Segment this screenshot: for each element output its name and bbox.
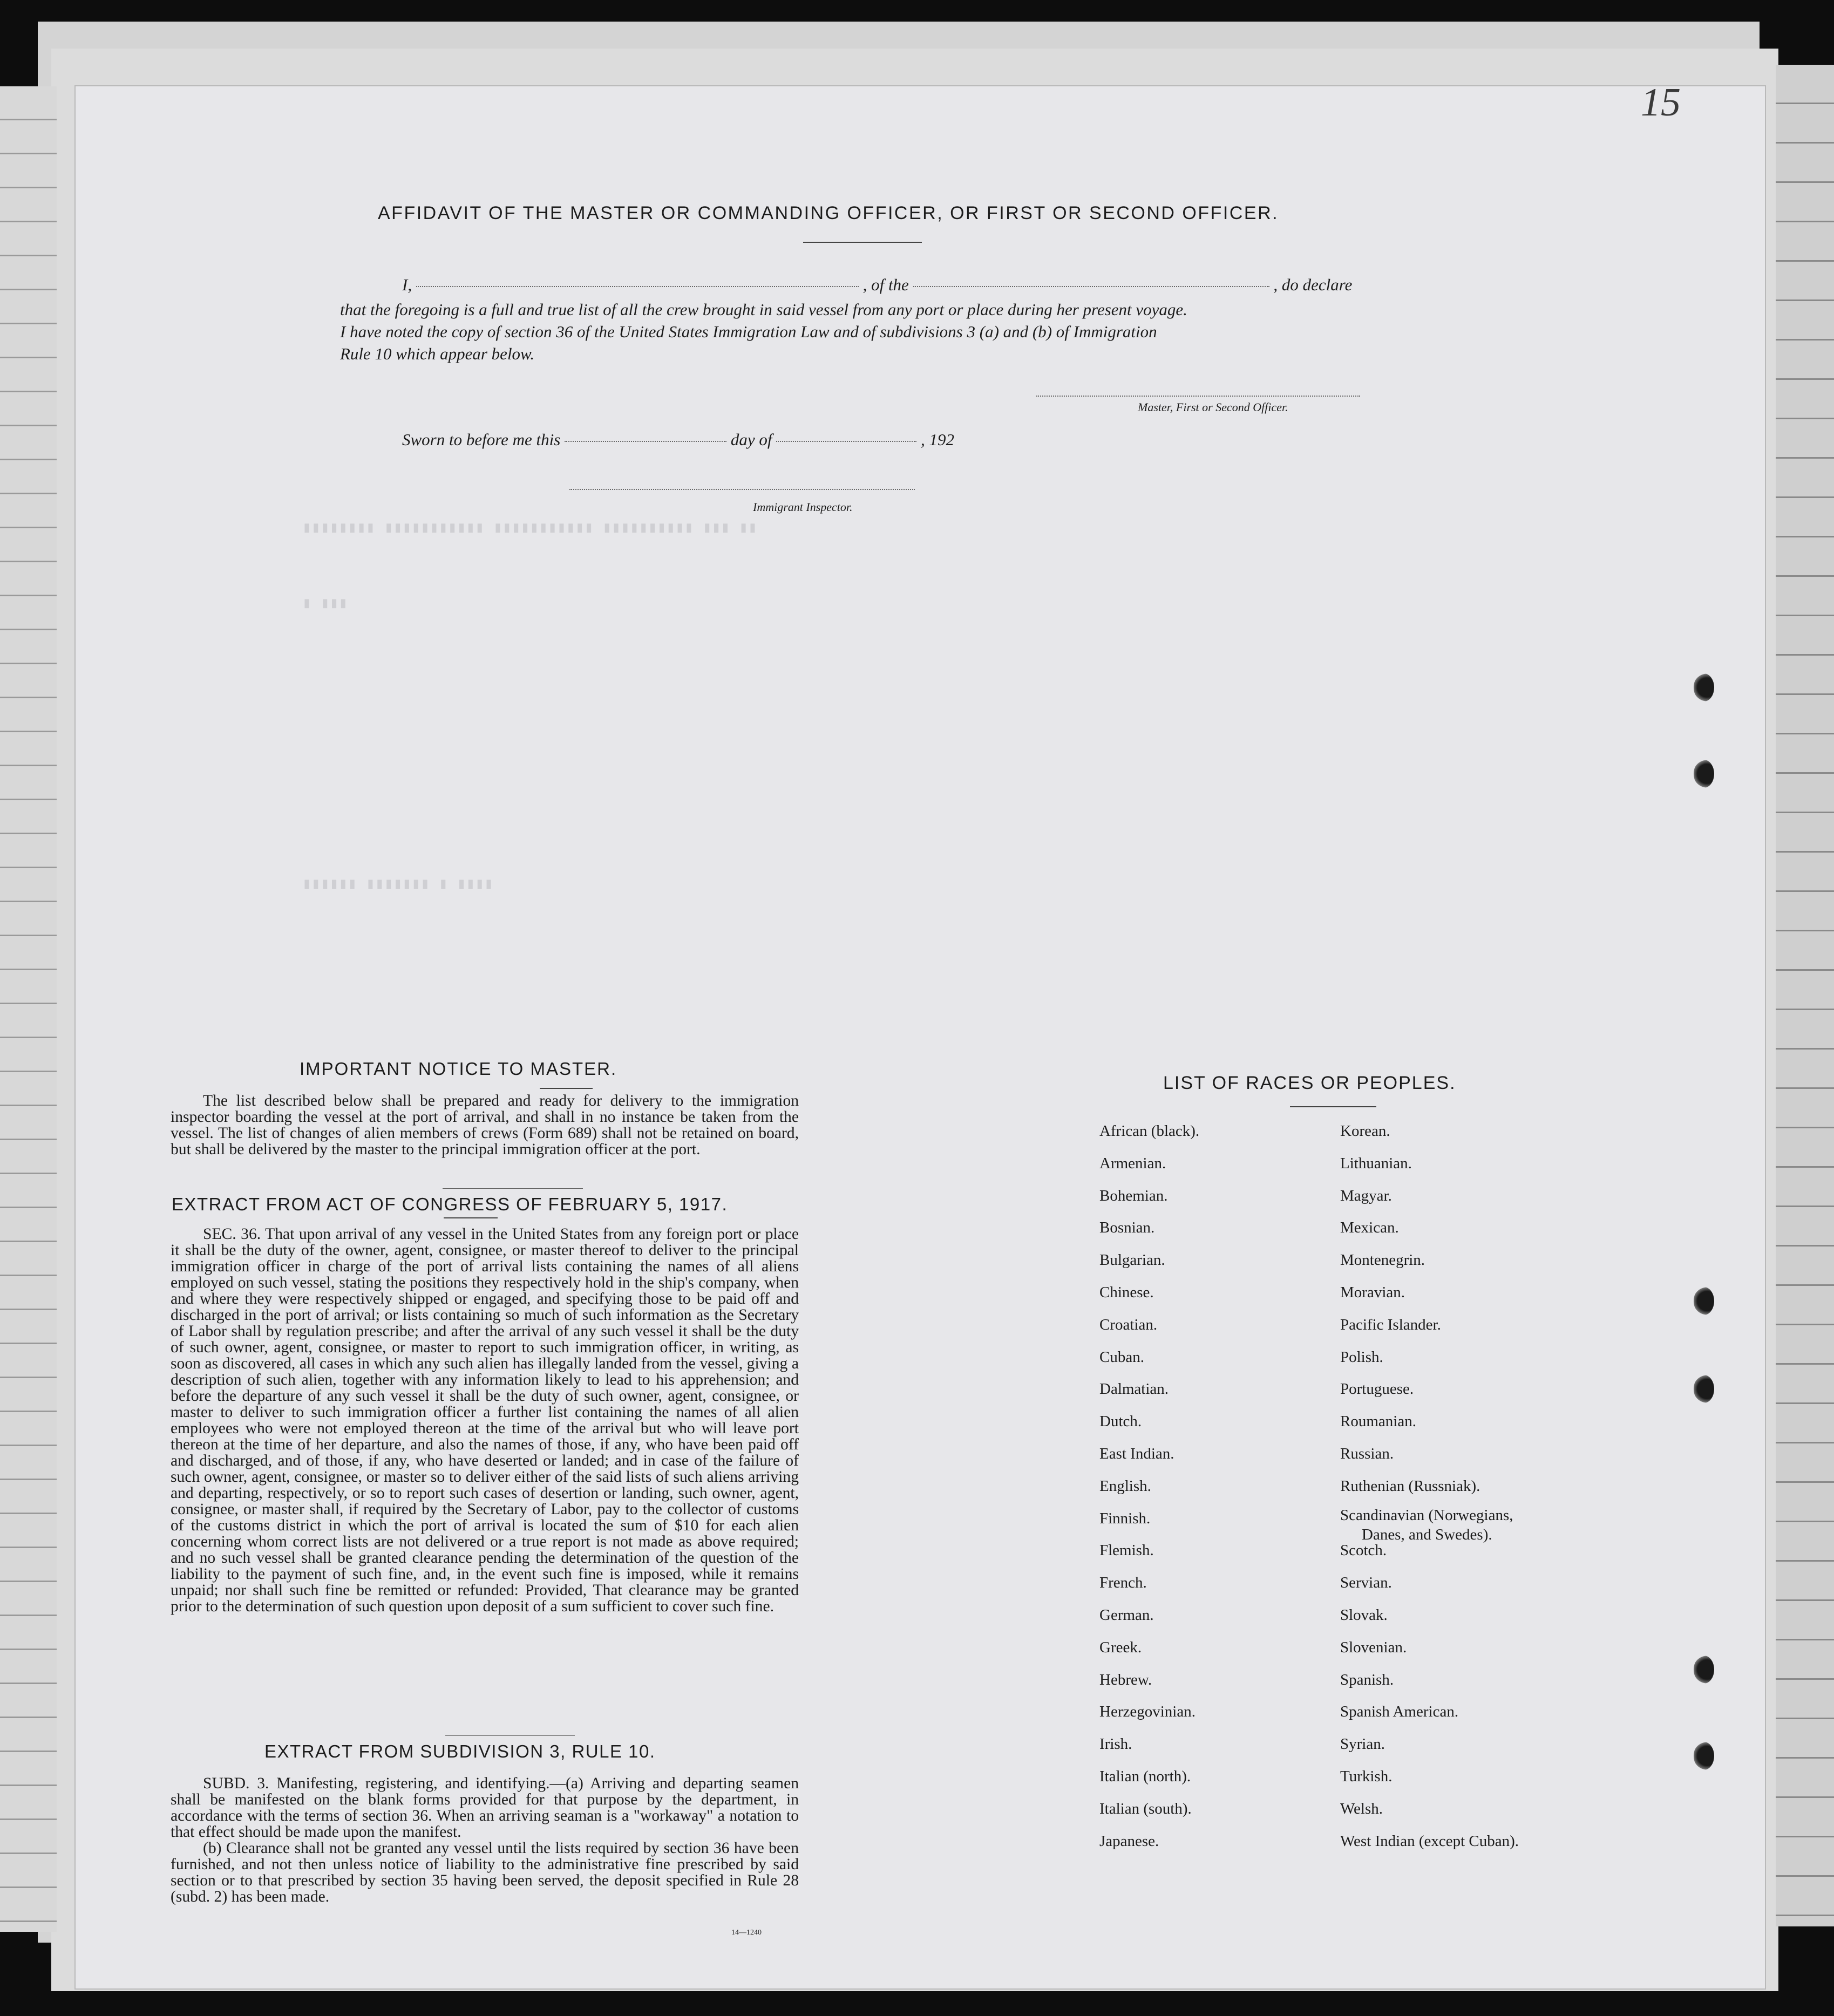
race-item: Spanish. bbox=[1340, 1671, 1394, 1688]
rule-para-a: SUBD. 3. Manifesting, registering, and identifying.—(a) Arriving and departing seamen shall be manifested on the blank forms provided for that purpose by the department, in accordance with the terms of section 36. When an arriving seaman is a "workaway" a notation to that effect should be made upon the manifest. bbox=[171, 1775, 799, 1841]
race-item: Korean. bbox=[1340, 1122, 1390, 1140]
punch-hole bbox=[1694, 760, 1714, 788]
right-edge-strip bbox=[1776, 65, 1834, 1926]
punch-hole bbox=[1694, 1375, 1714, 1403]
inspector-signature-field[interactable] bbox=[569, 488, 915, 490]
rule-separator bbox=[445, 1735, 575, 1736]
race-item: Italian (north). bbox=[1099, 1768, 1191, 1785]
race-item: Bosnian. bbox=[1099, 1219, 1155, 1236]
race-item: Herzegovinian. bbox=[1099, 1703, 1196, 1720]
left-edge-strip bbox=[0, 86, 57, 1932]
page-number: 15 bbox=[1641, 80, 1681, 125]
bleed-through-text: ▮▮▮▮▮▮▮▮ ▮▮▮▮▮▮▮▮▮▮▮ ▮▮▮▮▮▮▮▮▮▮▮ ▮▮▮▮▮▮▮▮▮▮ ▮▮▮ ▮▮ bbox=[302, 518, 757, 536]
race-item: Welsh. bbox=[1340, 1800, 1383, 1817]
race-item: German. bbox=[1099, 1606, 1154, 1624]
declare-label: , do declare bbox=[1273, 275, 1353, 294]
race-item: Servian. bbox=[1340, 1574, 1392, 1591]
race-item: Greek. bbox=[1099, 1639, 1142, 1656]
race-item: Flemish. bbox=[1099, 1542, 1154, 1559]
race-item: Slovenian. bbox=[1340, 1639, 1407, 1656]
race-item: Irish. bbox=[1099, 1735, 1132, 1753]
inspector-caption: Immigrant Inspector. bbox=[753, 500, 853, 514]
notice-title: IMPORTANT NOTICE TO MASTER. bbox=[300, 1059, 617, 1079]
punch-hole bbox=[1694, 1656, 1714, 1684]
declarant-prefix: I, bbox=[402, 275, 412, 294]
affidavit-line-1 bbox=[402, 275, 1352, 295]
race-item: African (black). bbox=[1099, 1122, 1200, 1140]
title-rule bbox=[803, 242, 922, 243]
race-item: Bohemian. bbox=[1099, 1187, 1168, 1204]
race-item: Magyar. bbox=[1340, 1187, 1392, 1204]
race-item: Portuguese. bbox=[1340, 1380, 1414, 1398]
race-item: Japanese. bbox=[1099, 1833, 1159, 1850]
master-signature-caption: Master, First or Second Officer. bbox=[1138, 400, 1288, 414]
affidavit-title: AFFIDAVIT OF THE MASTER OR COMMANDING OFFICER, OR FIRST OR SECOND OFFICER. bbox=[378, 203, 1279, 223]
race-item: Slovak. bbox=[1340, 1606, 1388, 1624]
notice-paragraph: The list described below shall be prepared and ready for delivery to the immigration inspector boarding the vessel at the port of arrival, and shall in no instance be taken from the vessel. The list of changes of alien members of crews (Form 689) shall not be retained on board, but shall be delivered by the master to the principal immigration officer at the port. bbox=[171, 1092, 799, 1158]
affidavit-line-4: Rule 10 which appear below. bbox=[340, 344, 535, 363]
race-item: West Indian (except Cuban). bbox=[1340, 1833, 1519, 1850]
bleed-through-text: ▮▮▮▮▮▮ ▮▮▮▮▮▮▮ ▮ ▮▮▮▮ bbox=[302, 874, 494, 892]
races-rule bbox=[1290, 1106, 1376, 1107]
act-section-36: SEC. 36. That upon arrival of any vessel in the United States from any foreign port or place it shall be the duty of the owner, agent, consignee, or master thereof to deliver to the principal immigration officer in charge of the port of arrival lists containing the names of all aliens employed on such vessel, stating the positions they respectively hold in the ship's company, when and where they were respectively shipped or engaged, and specifying those to be paid off and discharged in the port of arrival; or lists containing so much of such information as the Secretary of Labor shall by regulation prescribe; and after the arrival of any such vessel it shall be the duty of such owner, agent, consignee, or master to report to such immigration officer, in writing, as soon as discovered, all cases in which any such alien has illegally landed from the vessel, giving a description of such alien, together with any information likely to lead to his apprehension; and before the departure of any such vessel it shall be the duty of such owner, agent, consignee, or master to deliver to such immigration officer a further list containing the names of all alien employees who were not employed thereon at the time of the arrival but who will leave port thereon at the time of her departure, and also the names of those, if any, who have been paid off and discharged, and of those, if any, who have deserted or landed; and in case of the failure of such owner, agent, consignee, or master so to deliver either of the said lists of such aliens arriving and departing, respectively, or so to report such cases of desertion or landing, such owner, agent, consignee, or master shall, if required by the Secretary of Labor, pay to the collector of customs of the customs district in which the port of arrival is located the sum of $10 for each alien concerning whom correct lists are not delivered or a true report is not made as above required; and no such vessel shall be granted clearance pending the determination of the question of the liability to the payment of such fine, and, in the event such fine is imposed, while it remains unpaid; nor shall such fine be remitted or refunded: Provided, That clearance may be granted prior to the determination of such question upon deposit of a sum sufficient to cover such fine. bbox=[171, 1225, 799, 1615]
race-item: Croatian. bbox=[1099, 1316, 1158, 1333]
punch-hole bbox=[1694, 1742, 1714, 1770]
race-item: Italian (south). bbox=[1099, 1800, 1192, 1817]
notice-body bbox=[171, 1093, 799, 1157]
race-item: Polish. bbox=[1340, 1348, 1383, 1366]
race-item: Armenian. bbox=[1099, 1155, 1166, 1172]
race-item: Moravian. bbox=[1340, 1284, 1405, 1301]
punch-hole bbox=[1694, 673, 1714, 701]
sworn-year-label: , 192 bbox=[920, 430, 954, 449]
master-signature-field[interactable] bbox=[1036, 395, 1360, 397]
notice-separator bbox=[443, 1188, 583, 1189]
race-item: East Indian. bbox=[1099, 1445, 1174, 1462]
race-item: Russian. bbox=[1340, 1445, 1394, 1462]
race-item: Pacific Islander. bbox=[1340, 1316, 1441, 1333]
sworn-day-label: day of bbox=[730, 430, 772, 449]
race-item: Chinese. bbox=[1099, 1284, 1154, 1301]
sworn-month-field[interactable] bbox=[776, 440, 916, 442]
race-item: Hebrew. bbox=[1099, 1671, 1152, 1688]
sworn-line bbox=[402, 430, 954, 449]
form-number: 14—1240 bbox=[731, 1929, 762, 1937]
race-item: Dutch. bbox=[1099, 1413, 1142, 1430]
race-item: Mexican. bbox=[1340, 1219, 1399, 1236]
race-item: Turkish. bbox=[1340, 1768, 1393, 1785]
vessel-field[interactable] bbox=[913, 285, 1269, 287]
race-item: English. bbox=[1099, 1477, 1151, 1495]
sworn-day-field[interactable] bbox=[565, 440, 726, 442]
affidavit-line-2: that the foregoing is a full and true list of all the crew brought in said vessel from any port or place during her present voyage. bbox=[340, 300, 1187, 319]
form-page bbox=[76, 86, 1765, 1988]
race-item: Ruthenian (Russniak). bbox=[1340, 1477, 1480, 1495]
declarant-name-field[interactable] bbox=[416, 285, 859, 287]
notice-rule bbox=[540, 1088, 593, 1089]
rule-extract-title: EXTRACT FROM SUBDIVISION 3, RULE 10. bbox=[264, 1741, 656, 1761]
race-item: Montenegrin. bbox=[1340, 1251, 1425, 1269]
punch-hole bbox=[1694, 1287, 1714, 1315]
rule-extract-body bbox=[171, 1775, 799, 1905]
act-extract-title: EXTRACT FROM ACT OF CONGRESS OF FEBRUARY 5, 1917. bbox=[172, 1194, 728, 1214]
race-item: Lithuanian. bbox=[1340, 1155, 1412, 1172]
sworn-prefix: Sworn to before me this bbox=[402, 430, 561, 449]
races-title: LIST OF RACES OR PEOPLES. bbox=[1163, 1073, 1456, 1093]
race-item: French. bbox=[1099, 1574, 1147, 1591]
race-item: Danes, and Swedes). bbox=[1362, 1526, 1492, 1543]
race-item: Dalmatian. bbox=[1099, 1380, 1169, 1398]
race-item: Finnish. bbox=[1099, 1510, 1151, 1527]
affidavit-line-3: I have noted the copy of section 36 of the United States Immigration Law and of subdivisions 3 (a) and (b) of Immigration bbox=[340, 322, 1157, 341]
of-the-label: , of the bbox=[862, 275, 909, 294]
race-item: Spanish American. bbox=[1340, 1703, 1459, 1720]
race-item: Syrian. bbox=[1340, 1735, 1385, 1753]
race-item: Roumanian. bbox=[1340, 1413, 1416, 1430]
bleed-through-text: ▮ ▮▮▮ bbox=[302, 594, 348, 611]
act-extract-body bbox=[171, 1226, 799, 1615]
race-item: Cuban. bbox=[1099, 1348, 1144, 1366]
race-item: Scandinavian (Norwegians, bbox=[1340, 1507, 1513, 1524]
act-rule bbox=[444, 1217, 498, 1218]
rule-para-b: (b) Clearance shall not be granted any vessel until the lists required by section 36 have been furnished, and not then unless notice of liability to the administrative fine prescribed by said section or to that prescribed by section 35 having been served, the deposit specified in Rule 28 (subd. 2) has been made. bbox=[171, 1840, 799, 1905]
race-item: Bulgarian. bbox=[1099, 1251, 1165, 1269]
race-item: Scotch. bbox=[1340, 1542, 1387, 1559]
